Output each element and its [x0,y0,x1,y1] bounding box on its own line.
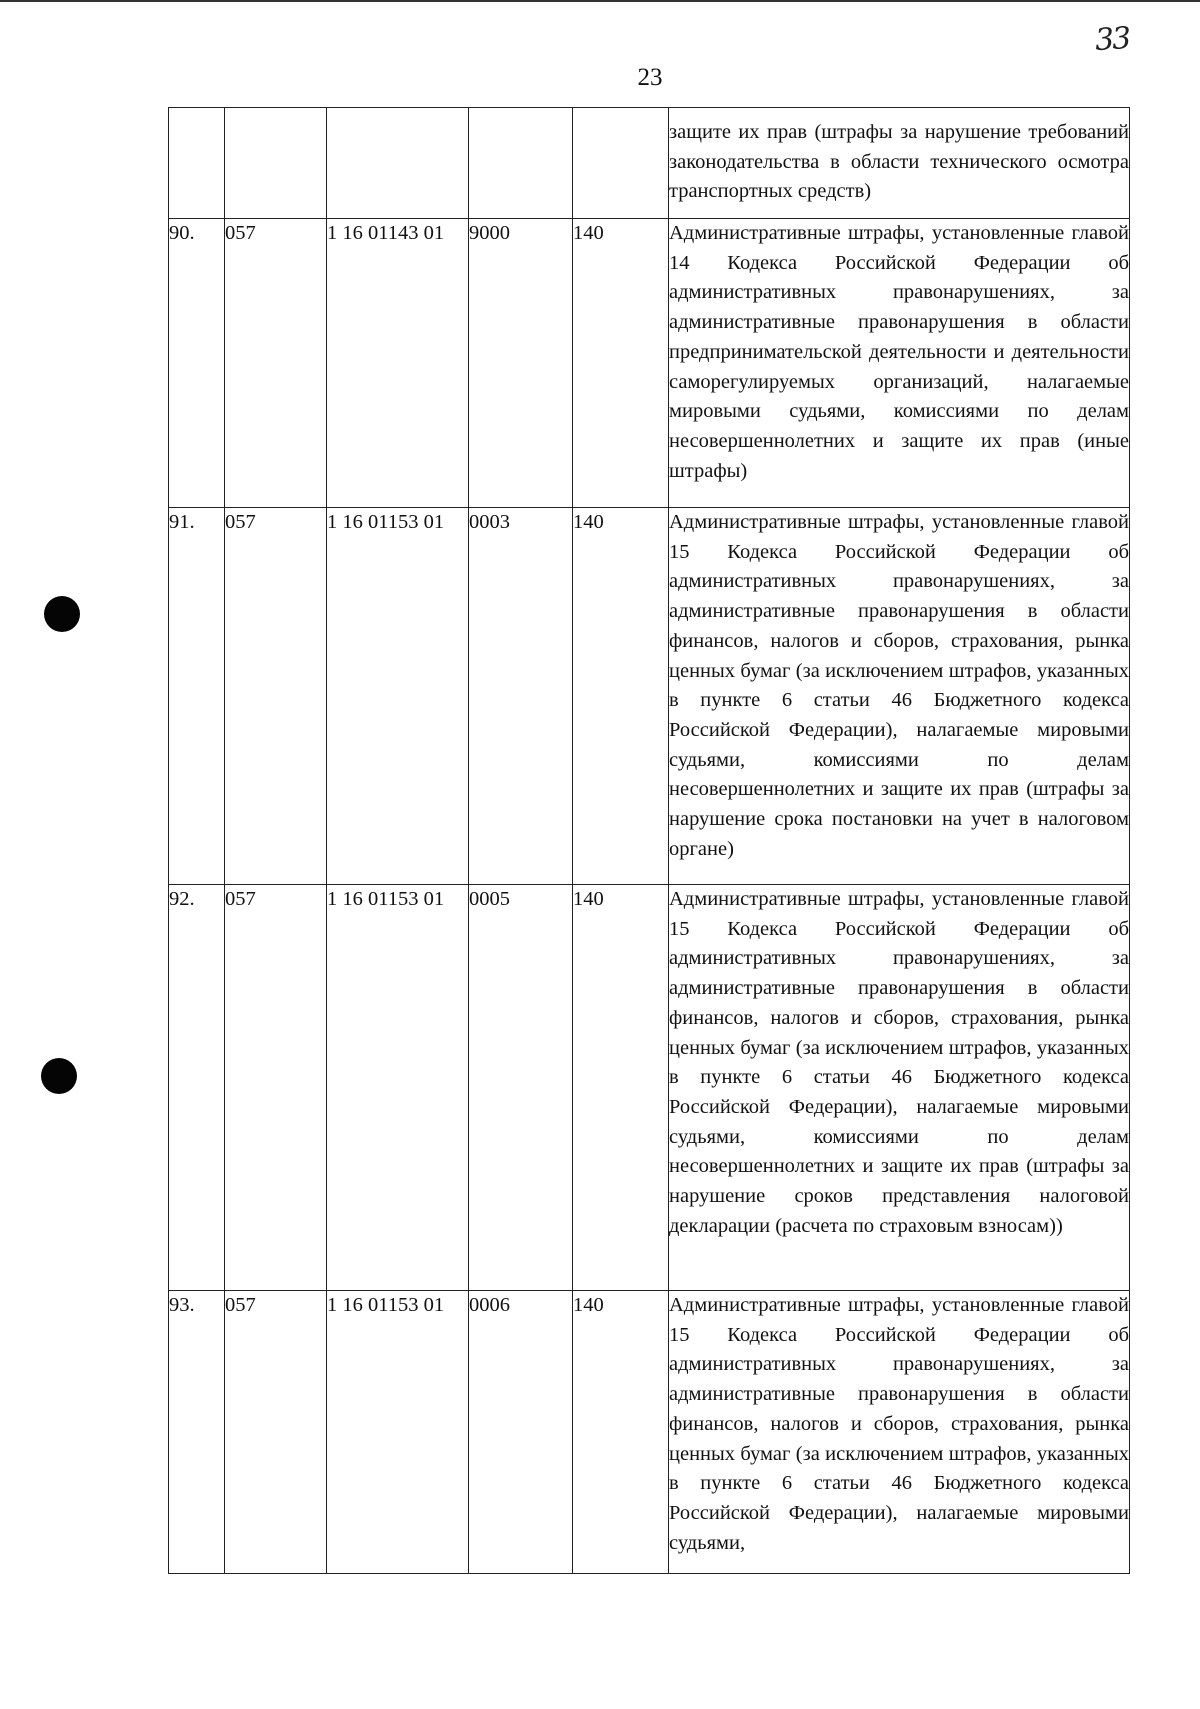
row-number [169,108,225,219]
subtype-code: 0003 [469,508,573,885]
description: Административные штрафы, установленные главой 15 Кодекса Российской Федерации об административных правонарушениях, за административные правонарушения в области финансов, налогов и сборов, страхования, рынка ценных бумаг (за исключением штрафов, указанных в пункте 6 статьи 46 Бюджетного кодекса Российской Федерации), налагаемые мировыми судьями, [669,1291,1130,1574]
row-number: 91. [169,508,225,885]
row-number: 93. [169,1291,225,1574]
table-row [169,885,1130,1291]
kbk-code: 1 16 01153 01 [327,1291,469,1574]
row-number: 90. [169,219,225,508]
kbk-code [327,108,469,219]
description: Административные штрафы, установленные главой 15 Кодекса Российской Федерации об административных правонарушениях, за административные правонарушения в области финансов, налогов и сборов, страхования, рынка ценных бумаг (за исключением штрафов, указанных в пункте 6 статьи 46 Бюджетного кодекса Российской Федерации), налагаемые мировыми судьями, комиссиями по делам несовершеннолетних и защите их прав (штрафы за нарушение срока постановки на учет в налоговом органе) [669,508,1130,885]
table-row [169,508,1130,885]
subtype-code: 9000 [469,219,573,508]
kbk-code: 1 16 01143 01 [327,219,469,508]
subtype-code: 0005 [469,885,573,1291]
description: Административные штрафы, установленные главой 14 Кодекса Российской Федерации об административных правонарушениях, за административные правонарушения в области предпринимательской деятельности и деятельности саморегулируемых организаций, налагаемые мировыми судьями, комиссиями по делам несовершеннолетних и защите их прав (иные штрафы) [669,219,1130,508]
kbk-code: 1 16 01153 01 [327,508,469,885]
fines-table [168,107,1130,1574]
kind-code: 140 [573,1291,669,1574]
admin-code: 057 [225,219,327,508]
page-top-edge [0,0,1200,2]
admin-code: 057 [225,508,327,885]
kind-code: 140 [573,885,669,1291]
description: защите их прав (штрафы за нарушение требований законодательства в области технического осмотра транспортных средств) [669,108,1130,219]
punch-hole [41,1058,77,1094]
admin-code [225,108,327,219]
admin-code: 057 [225,885,327,1291]
kind-code: 140 [573,219,669,508]
kbk-code: 1 16 01153 01 [327,885,469,1291]
admin-code: 057 [225,1291,327,1574]
handwritten-archive-number: 33 [1093,20,1131,59]
page-number: 23 [637,64,663,91]
subtype-code [469,108,573,219]
description: Административные штрафы, установленные главой 15 Кодекса Российской Федерации об административных правонарушениях, за административные правонарушения в области финансов, налогов и сборов, страхования, рынка ценных бумаг (за исключением штрафов, указанных в пункте 6 статьи 46 Бюджетного кодекса Российской Федерации), налагаемые мировыми судьями, комиссиями по делам несовершеннолетних и защите их прав (штрафы за нарушение сроков представления налоговой декларации (расчета по страховым взносам)) [669,885,1130,1291]
table-row [169,219,1130,508]
row-number: 92. [169,885,225,1291]
table-row [169,108,1130,219]
kind-code [573,108,669,219]
subtype-code: 0006 [469,1291,573,1574]
kind-code: 140 [573,508,669,885]
punch-hole [44,596,80,632]
table-row [169,1291,1130,1574]
